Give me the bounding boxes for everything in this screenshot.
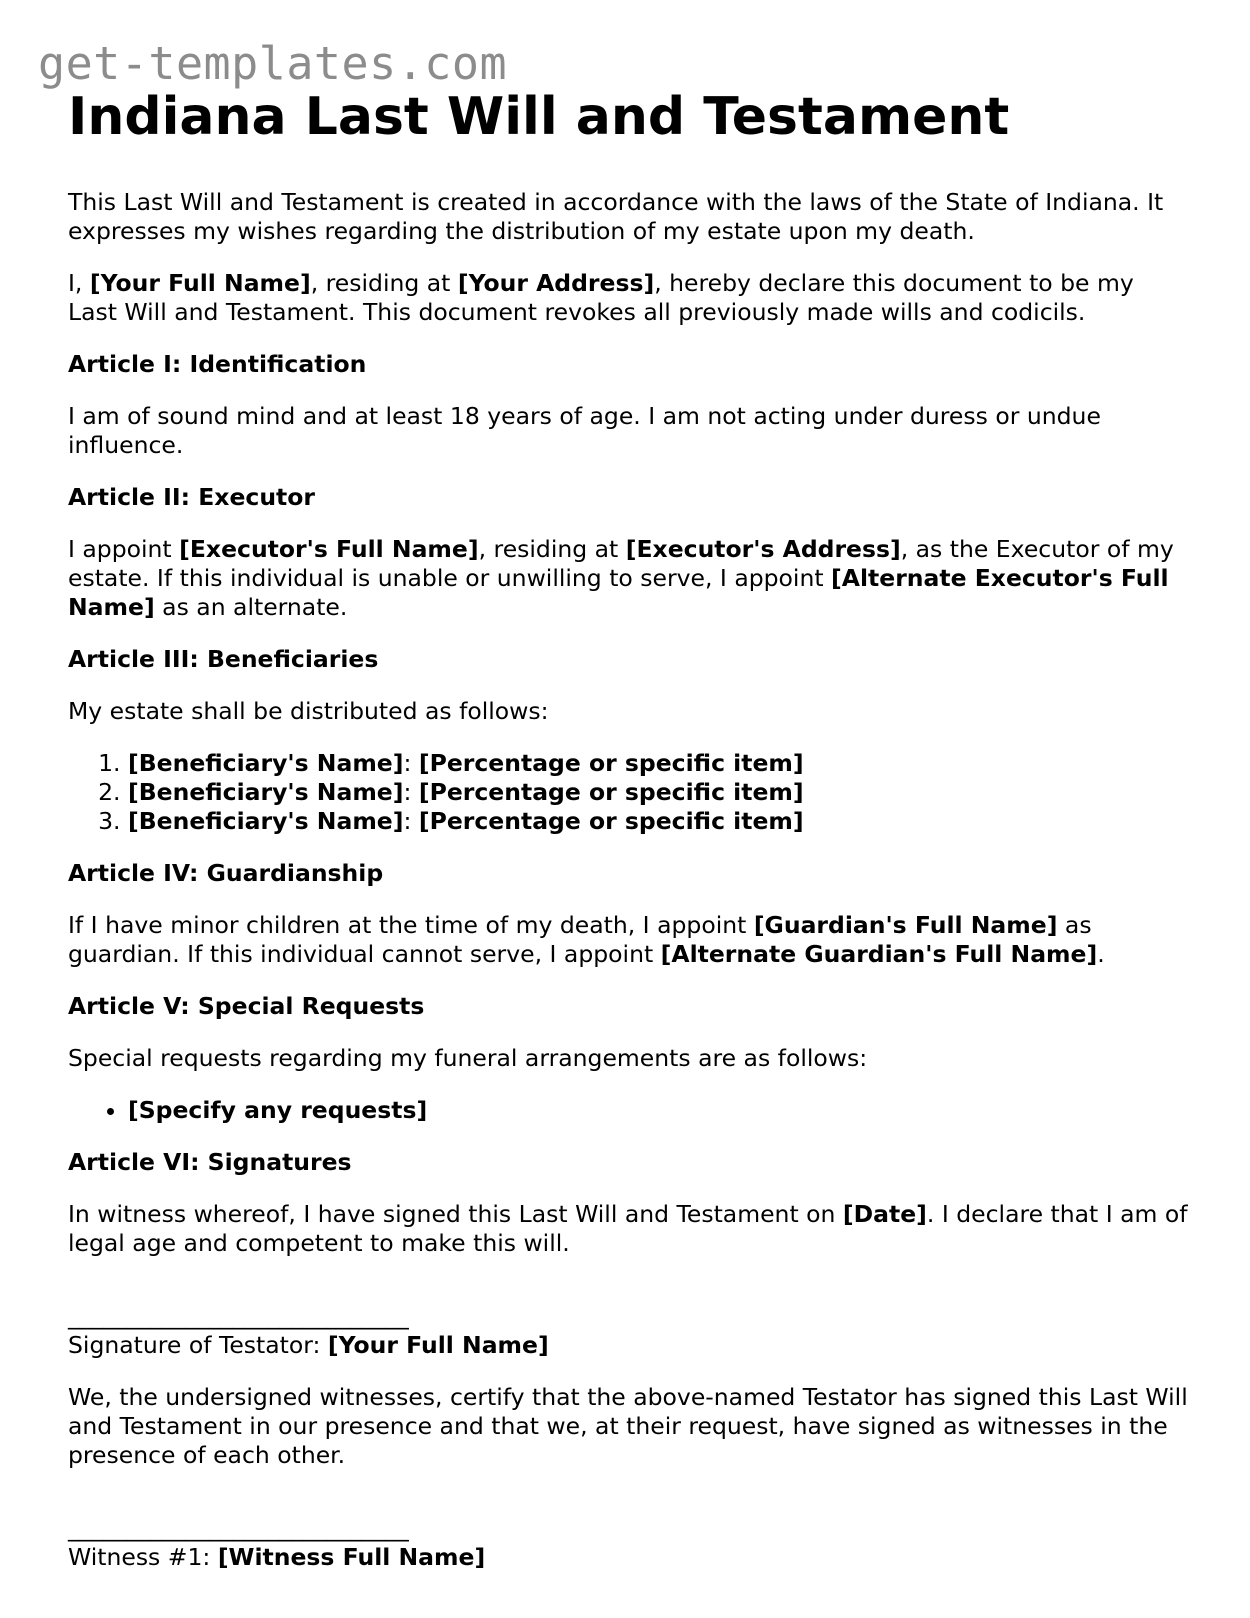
article-2-t4: as an alternate. (154, 593, 348, 621)
alternate-guardian-placeholder: [Alternate Guardian's Full Name] (660, 940, 1098, 968)
article-2-text (68, 535, 1188, 622)
beneficiary-name-placeholder: [Beneficiary's Name] (128, 778, 404, 806)
testator-name-placeholder: [Your Full Name] (327, 1331, 549, 1359)
watermark: get-templates.com (38, 37, 508, 90)
beneficiary-name-placeholder: [Beneficiary's Name] (128, 749, 404, 777)
executor-address-placeholder: [Executor's Address] (625, 535, 901, 563)
article-3-heading: Article III: Beneficiaries (68, 645, 379, 673)
list-separator: : (403, 749, 419, 777)
list-separator: : (403, 778, 419, 806)
witness-1-signature-label (68, 1543, 1188, 1572)
article-1-text: I am of sound mind and at least 18 years of age. I am not acting under duress or undue influence. (68, 402, 1101, 459)
alternate-executor-placeholder: [Alternate Executor's Full Name] (68, 564, 1169, 621)
date-placeholder: [Date] (842, 1200, 927, 1228)
declaration-mid: , residing at (310, 269, 458, 297)
testator-label: Signature of Testator: (68, 1331, 328, 1359)
article-2-t3: , as the Executor of my estate. If this individual is unable or unwilling to serve, I appoint (68, 535, 1174, 592)
article-4-t1: If I have minor children at the time of my death, I appoint (68, 911, 754, 939)
article-4-t3: . (1097, 940, 1105, 968)
article-3-intro: My estate shall be distributed as follows: (68, 697, 549, 725)
list-item (128, 1096, 1188, 1125)
declaration-paragraph (68, 269, 1188, 327)
article-5-heading: Article V: Special Requests (68, 992, 425, 1020)
beneficiary-list (68, 749, 1188, 836)
article-2-heading: Article II: Executor (68, 483, 316, 511)
witness-1-signature-line: _____________________________ (68, 1514, 409, 1542)
intro-paragraph: This Last Will and Testament is created in accordance with the laws of the State of Indiana. It expresses my wishes regarding the distribution of my estate upon my death. (68, 188, 1164, 245)
article-4-text (68, 911, 1188, 969)
witness-statement: We, the undersigned witnesses, certify that the above-named Testator has signed this Last Will and Testament in our presence and that we, at their request, have signed as witnesses in the presence of each other. (68, 1383, 1188, 1469)
testator-address-placeholder: [Your Address] (457, 269, 655, 297)
article-4-t2: as guardian. If this individual cannot serve, I appoint (68, 911, 1092, 968)
witness-1-label: Witness #1: (68, 1543, 218, 1571)
beneficiary-name-placeholder: [Beneficiary's Name] (128, 807, 404, 835)
beneficiary-share-placeholder: [Percentage or specific item] (418, 749, 804, 777)
testator-signature-label (68, 1331, 1188, 1360)
list-item (128, 807, 1188, 836)
article-1-heading: Article I: Identification (68, 350, 367, 378)
guardian-name-placeholder: [Guardian's Full Name] (753, 911, 1058, 939)
declaration-prefix: I, (68, 269, 90, 297)
beneficiary-share-placeholder: [Percentage or specific item] (418, 778, 804, 806)
list-separator: : (403, 807, 419, 835)
article-6-heading: Article VI: Signatures (68, 1148, 352, 1176)
article-2-t2: , residing at (478, 535, 626, 563)
article-6-t1: In witness whereof, I have signed this Last Will and Testament on (68, 1200, 843, 1228)
article-4-heading: Article IV: Guardianship (68, 859, 384, 887)
list-item (128, 778, 1188, 807)
special-request-placeholder: [Specify any requests] (128, 1096, 428, 1124)
beneficiary-share-placeholder: [Percentage or specific item] (418, 807, 804, 835)
article-6-t2: . I declare that I am of legal age and competent to make this will. (68, 1200, 1188, 1257)
testator-signature-line: _____________________________ (68, 1302, 409, 1330)
document-title: Indiana Last Will and Testament (68, 87, 1010, 147)
declaration-suffix: , hereby declare this document to be my Last Will and Testament. This document revokes all previously made wills and codicils. (68, 269, 1134, 326)
document-page (68, 84, 1188, 1595)
list-item (128, 749, 1188, 778)
article-5-intro: Special requests regarding my funeral arrangements are as follows: (68, 1044, 868, 1072)
special-requests-list (68, 1096, 1188, 1125)
article-2-t1: I appoint (68, 535, 180, 563)
testator-name-placeholder: [Your Full Name] (89, 269, 311, 297)
article-6-text (68, 1200, 1188, 1258)
executor-name-placeholder: [Executor's Full Name] (179, 535, 479, 563)
witness-name-placeholder: [Witness Full Name] (217, 1543, 486, 1571)
